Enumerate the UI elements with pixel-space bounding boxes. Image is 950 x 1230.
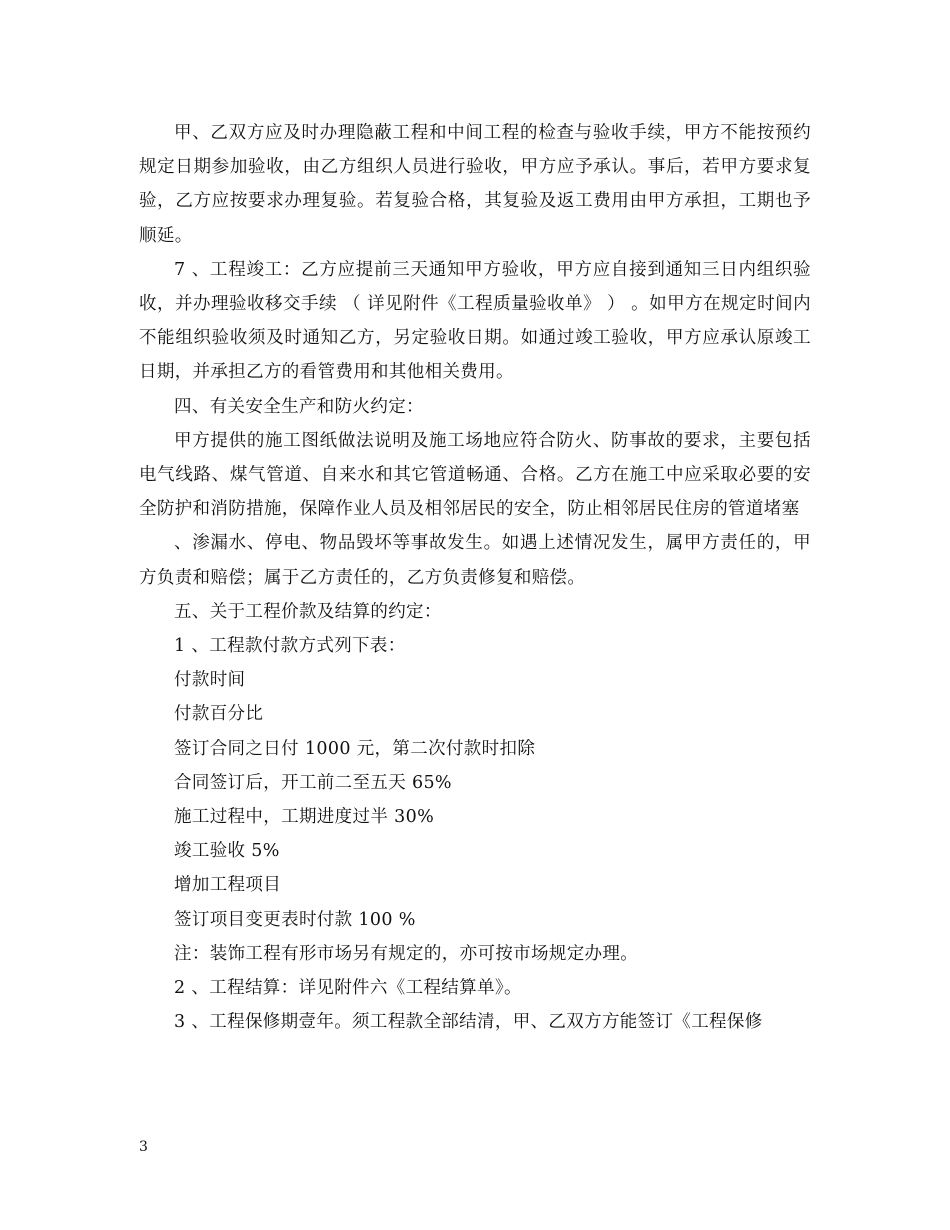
payment-row-contract-signing: 签订合同之日付 1000 元，第二次付款时扣除 [174,738,536,759]
page-number: 3 [139,1139,148,1155]
payment-table-header-percent: 付款百分比 [174,704,264,725]
paragraph-liability: 、渗漏水、停电、物品毁坏等事故发生。如遇上述情况发生，属甲方责任的，甲方负责和赔偿；属于乙方责任的，乙方负责修复和赔偿。 [139,533,811,588]
payment-row-change-form: 签订项目变更表时付款 100 % [174,909,416,930]
payment-row-completion: 竣工验收 5% [174,841,280,862]
paragraph-project-completion: 7 、工程竣工：乙方应提前三天通知甲方验收，甲方应自接到通知三日内组织验收，并办理验收移交手续 （ 详见附件《工程质量验收单》 ） 。如甲方在规定时间内不能组织验收须及时通知乙方，另定验收日期。如通过竣工验收，甲方应承认原竣工日期，并承担乙方的看管费用和其他相关费用。 [139,259,811,383]
document-body [139,116,811,1039]
paragraph-inspection-acceptance: 甲、乙双方应及时办理隐蔽工程和中间工程的检查与验收手续，甲方不能按预约规定日期参加验收，由乙方组织人员进行验收，甲方应予承认。事后，若甲方要求复验，乙方应按要求办理复验。若复验合格，其复验及返工费用由甲方承担，工期也予顺延。 [139,123,811,246]
section-heading-safety-fire: 四、有关安全生产和防火约定： [174,396,424,417]
payment-row-before-start: 合同签订后，开工前二至五天 65% [174,772,452,793]
paragraph-settlement: 2 、工程结算：详见附件六《工程结算单》。 [174,978,522,999]
paragraph-payment-method: 1 、工程款付款方式列下表： [174,636,406,657]
paragraph-safety-requirements: 甲方提供的施工图纸做法说明及施工场地应符合防火、防事故的要求，主要包括电气线路、煤气管道、自来水和其它管道畅通、合格。乙方在施工中应采取必要的安全防护和消防措施，保障作业人员及相邻居民的安全，防止相邻居民住房的管道堵塞 [139,430,811,520]
payment-row-midway: 施工过程中，工期进度过半 30% [174,807,435,828]
section-heading-price-settlement: 五、关于工程价款及结算的约定： [174,601,442,622]
payment-table-header-time: 付款时间 [174,670,246,691]
payment-row-additional-items: 增加工程项目 [174,875,282,896]
paragraph-note: 注：装饰工程有形市场另有规定的，亦可按市场规定办理。 [174,943,639,964]
paragraph-warranty: 3 、工程保修期壹年。须工程款全部结清，甲、乙双方方能签订《工程保修 [174,1012,763,1033]
